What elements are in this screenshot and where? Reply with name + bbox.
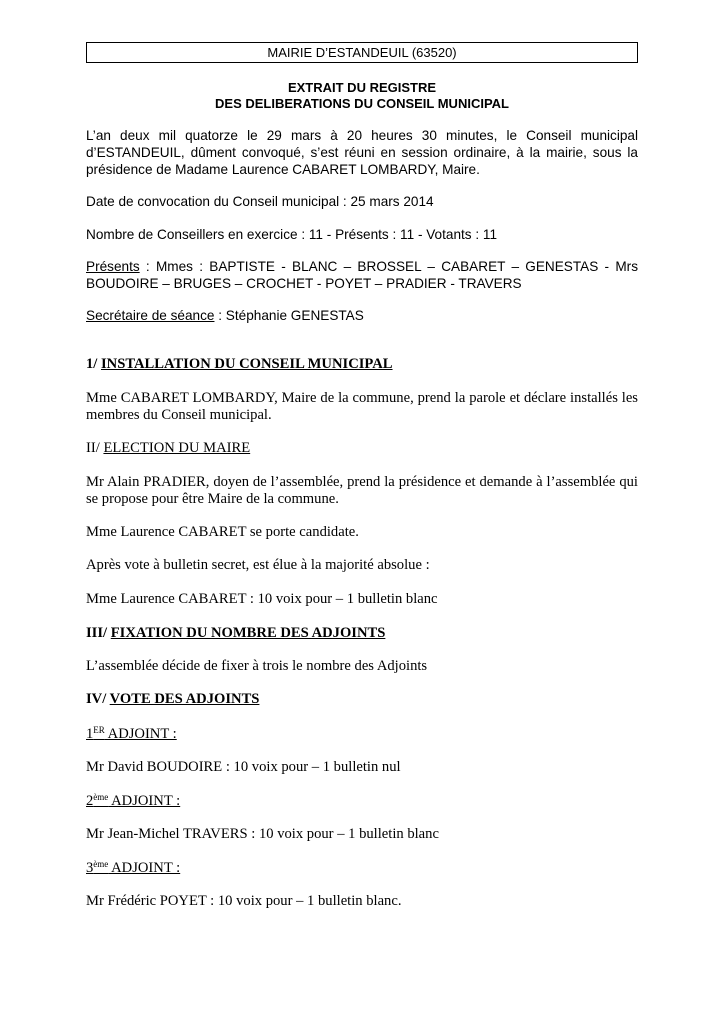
adjoint-2-label: ADJOINT : bbox=[108, 793, 181, 809]
adjoint-3-heading bbox=[86, 860, 638, 877]
section-3-number: III/ bbox=[86, 625, 111, 641]
presents-label: Présents bbox=[86, 259, 140, 274]
section-4-title: VOTE DES ADJOINTS bbox=[109, 691, 260, 707]
adjoint-2-heading bbox=[86, 793, 638, 810]
council-counts: Nombre de Conseillers en exercice : 11 - Présents : 11 - Votants : 11 bbox=[86, 227, 498, 242]
adjoint-1-label: ADJOINT : bbox=[104, 726, 177, 742]
adjoint-1-heading bbox=[86, 726, 638, 743]
section-1-number: 1/ bbox=[86, 356, 101, 372]
adjoint-3-label: ADJOINT : bbox=[108, 860, 181, 876]
municipality-header: MAIRIE D’ESTANDEUIL (63520) bbox=[86, 42, 638, 63]
secretary-name: : Stéphanie GENESTAS bbox=[214, 308, 364, 323]
secretary-label: Secrétaire de séance bbox=[86, 308, 215, 323]
section-1-line-1: Mme CABARET LOMBARDY, Maire de la commune, prend la parole et déclare installés les bbox=[86, 390, 638, 406]
section-4-number: IV/ bbox=[86, 691, 110, 707]
section-1-line-2: membres du Conseil municipal. bbox=[86, 407, 272, 423]
adjoint-2-result: Mr Jean-Michel TRAVERS : 10 voix pour – 1 bulletin blanc bbox=[86, 826, 439, 842]
candidate-line: Mme Laurence CABARET se porte candidate. bbox=[86, 524, 359, 540]
title-line-1: EXTRAIT DU REGISTRE bbox=[287, 80, 437, 95]
section-1-heading bbox=[86, 356, 638, 373]
presents-line-1 bbox=[86, 258, 638, 275]
section-3-heading bbox=[86, 625, 638, 642]
adjoint-2-number: 2 bbox=[86, 793, 94, 809]
section-4-heading bbox=[86, 691, 638, 708]
convocation-date: Date de convocation du Conseil municipal : 25 mars 2014 bbox=[86, 194, 434, 209]
section-3-title: FIXATION DU NOMBRE DES ADJOINTS bbox=[110, 625, 386, 641]
adjoint-1-superscript: ER bbox=[93, 725, 105, 735]
section-2-number: II/ bbox=[86, 440, 104, 456]
adjoint-1-result: Mr David BOUDOIRE : 10 voix pour – 1 bulletin nul bbox=[86, 759, 401, 775]
intro-line-3: présidence de Madame Laurence CABARET LOMBARDY, Maire. bbox=[86, 162, 480, 177]
adjoint-1-number: 1 bbox=[86, 726, 94, 742]
mayor-result: Mme Laurence CABARET : 10 voix pour – 1 bulletin blanc bbox=[86, 591, 438, 607]
presents-line-2: BOUDOIRE – BRUGES – CROCHET - POYET – PRADIER - TRAVERS bbox=[86, 276, 522, 291]
adjoint-3-superscript: ème bbox=[93, 859, 109, 869]
adjoint-3-number: 3 bbox=[86, 860, 94, 876]
secretary-line bbox=[86, 307, 638, 324]
section-2-title: ELECTION DU MAIRE bbox=[103, 440, 251, 456]
section-1-title: INSTALLATION DU CONSEIL MUNICIPAL bbox=[101, 356, 393, 372]
adjoint-2-superscript: ème bbox=[93, 792, 109, 802]
section-2-line-2: se propose pour être Maire de la commune. bbox=[86, 491, 339, 507]
section-3-text: L’assemblée décide de fixer à trois le nombre des Adjoints bbox=[86, 658, 428, 674]
section-2-line-1: Mr Alain PRADIER, doyen de l’assemblée, prend la présidence et demande à l’assemblée qui bbox=[86, 474, 638, 490]
adjoint-3-result: Mr Frédéric POYET : 10 voix pour – 1 bulletin blanc. bbox=[86, 893, 402, 909]
section-2-heading bbox=[86, 440, 638, 457]
presents-list-1: : Mmes : BAPTISTE - BLANC – BROSSEL – CABARET – GENESTAS - Mrs bbox=[139, 259, 638, 274]
intro-line-1: L’an deux mil quatorze le 29 mars à 20 heures 30 minutes, le Conseil municipal bbox=[86, 128, 638, 143]
intro-line-2: d’ESTANDEUIL, dûment convoqué, s’est réuni en session ordinaire, à la mairie, sous la bbox=[86, 145, 638, 160]
title-line-2: DES DELIBERATIONS DU CONSEIL MUNICIPAL bbox=[215, 96, 509, 111]
vote-line: Après vote à bulletin secret, est élue à la majorité absolue : bbox=[86, 557, 430, 573]
